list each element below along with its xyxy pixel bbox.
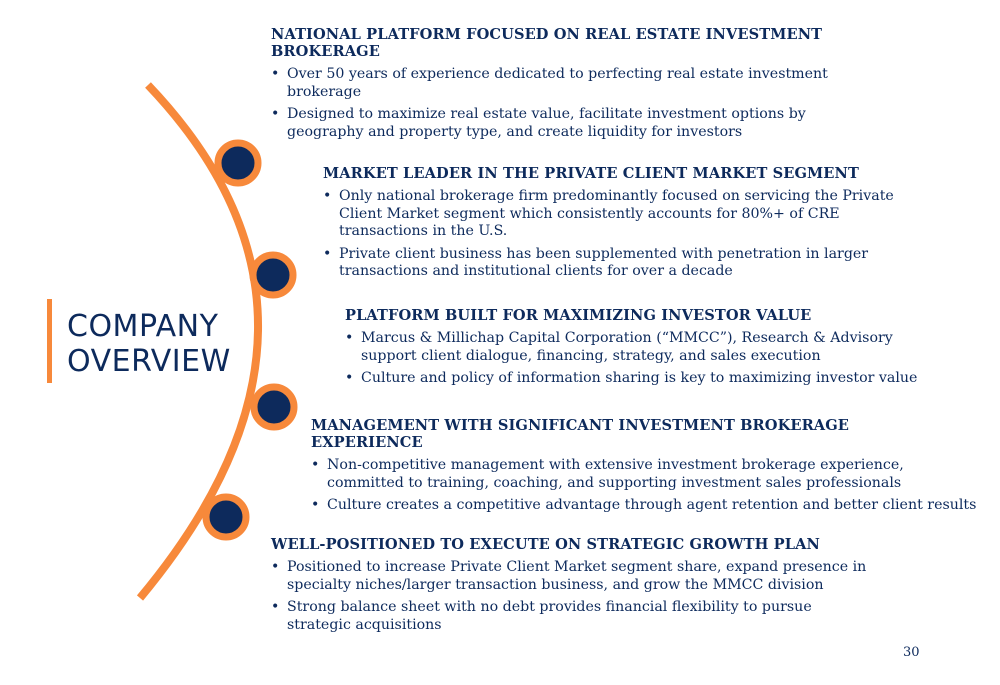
section-heading: WELL-POSITIONED TO EXECUTE ON STRATEGIC GROWTH PLAN (271, 536, 820, 553)
bullet-list (271, 66, 871, 141)
bullet-item: • Marcus & Millichap Capital Corporation (“MMCC”), Research & Advisory support client dialogue, financing, strategy, and sales execution (345, 330, 945, 365)
section-growth-plan (271, 536, 871, 639)
page-title-line-1: COMPANY (67, 309, 219, 344)
bullet-item: • Non-competitive management with extensive investment brokerage experience, committed to training, coaching, and supporting investment sales professionals (311, 457, 917, 492)
bullet-list (271, 559, 871, 634)
bullet-list (311, 457, 986, 515)
bullet-list (345, 330, 945, 388)
bullet-item: • Strong balance sheet with no debt provides financial flexibility to pursue strategic acquisitions (271, 599, 871, 634)
page-title-line-2: OVERVIEW (67, 344, 231, 379)
timeline-node-1 (218, 143, 258, 183)
section-heading: MANAGEMENT WITH SIGNIFICANT INVESTMENT BROKERAGE EXPERIENCE (311, 417, 850, 451)
bullet-item: • Culture and policy of information sharing is key to maximizing investor value (345, 370, 945, 388)
title-accent-bar (47, 299, 52, 383)
section-heading: MARKET LEADER IN THE PRIVATE CLIENT MARKET SEGMENT (323, 165, 859, 182)
timeline-node-4 (206, 497, 246, 537)
section-investor-value (345, 307, 945, 393)
section-heading: NATIONAL PLATFORM FOCUSED ON REAL ESTATE INVESTMENT BROKERAGE (271, 26, 823, 60)
page-title (67, 309, 231, 379)
timeline-node-3 (254, 387, 294, 427)
bullet-item: • Culture creates a competitive advantage through agent retention and better client results (311, 497, 986, 515)
page-number: 30 (903, 645, 920, 660)
bullet-item: • Private client business has been supplemented with penetration in larger transactions and institutional clients for over a decade (323, 246, 923, 281)
section-market-leader (323, 165, 923, 286)
bullet-list (323, 188, 923, 281)
section-heading: PLATFORM BUILT FOR MAXIMIZING INVESTOR VALUE (345, 307, 812, 324)
timeline-node-2 (253, 255, 293, 295)
bullet-item: • Over 50 years of experience dedicated to perfecting real estate investment brokerage (271, 66, 871, 101)
bullet-item: • Positioned to increase Private Client Market segment share, expand presence in specialty niches/larger transaction business, and grow the MMCC division (271, 559, 871, 594)
section-management (311, 417, 986, 520)
section-national-platform (271, 26, 871, 146)
bullet-item: • Only national brokerage firm predominantly focused on servicing the Private Client Market segment which consistently accounts for 80%+ of CRE transactions in the U.S. (323, 188, 923, 241)
bullet-item: • Designed to maximize real estate value, facilitate investment options by geography and property type, and create liquidity for investors (271, 106, 871, 141)
